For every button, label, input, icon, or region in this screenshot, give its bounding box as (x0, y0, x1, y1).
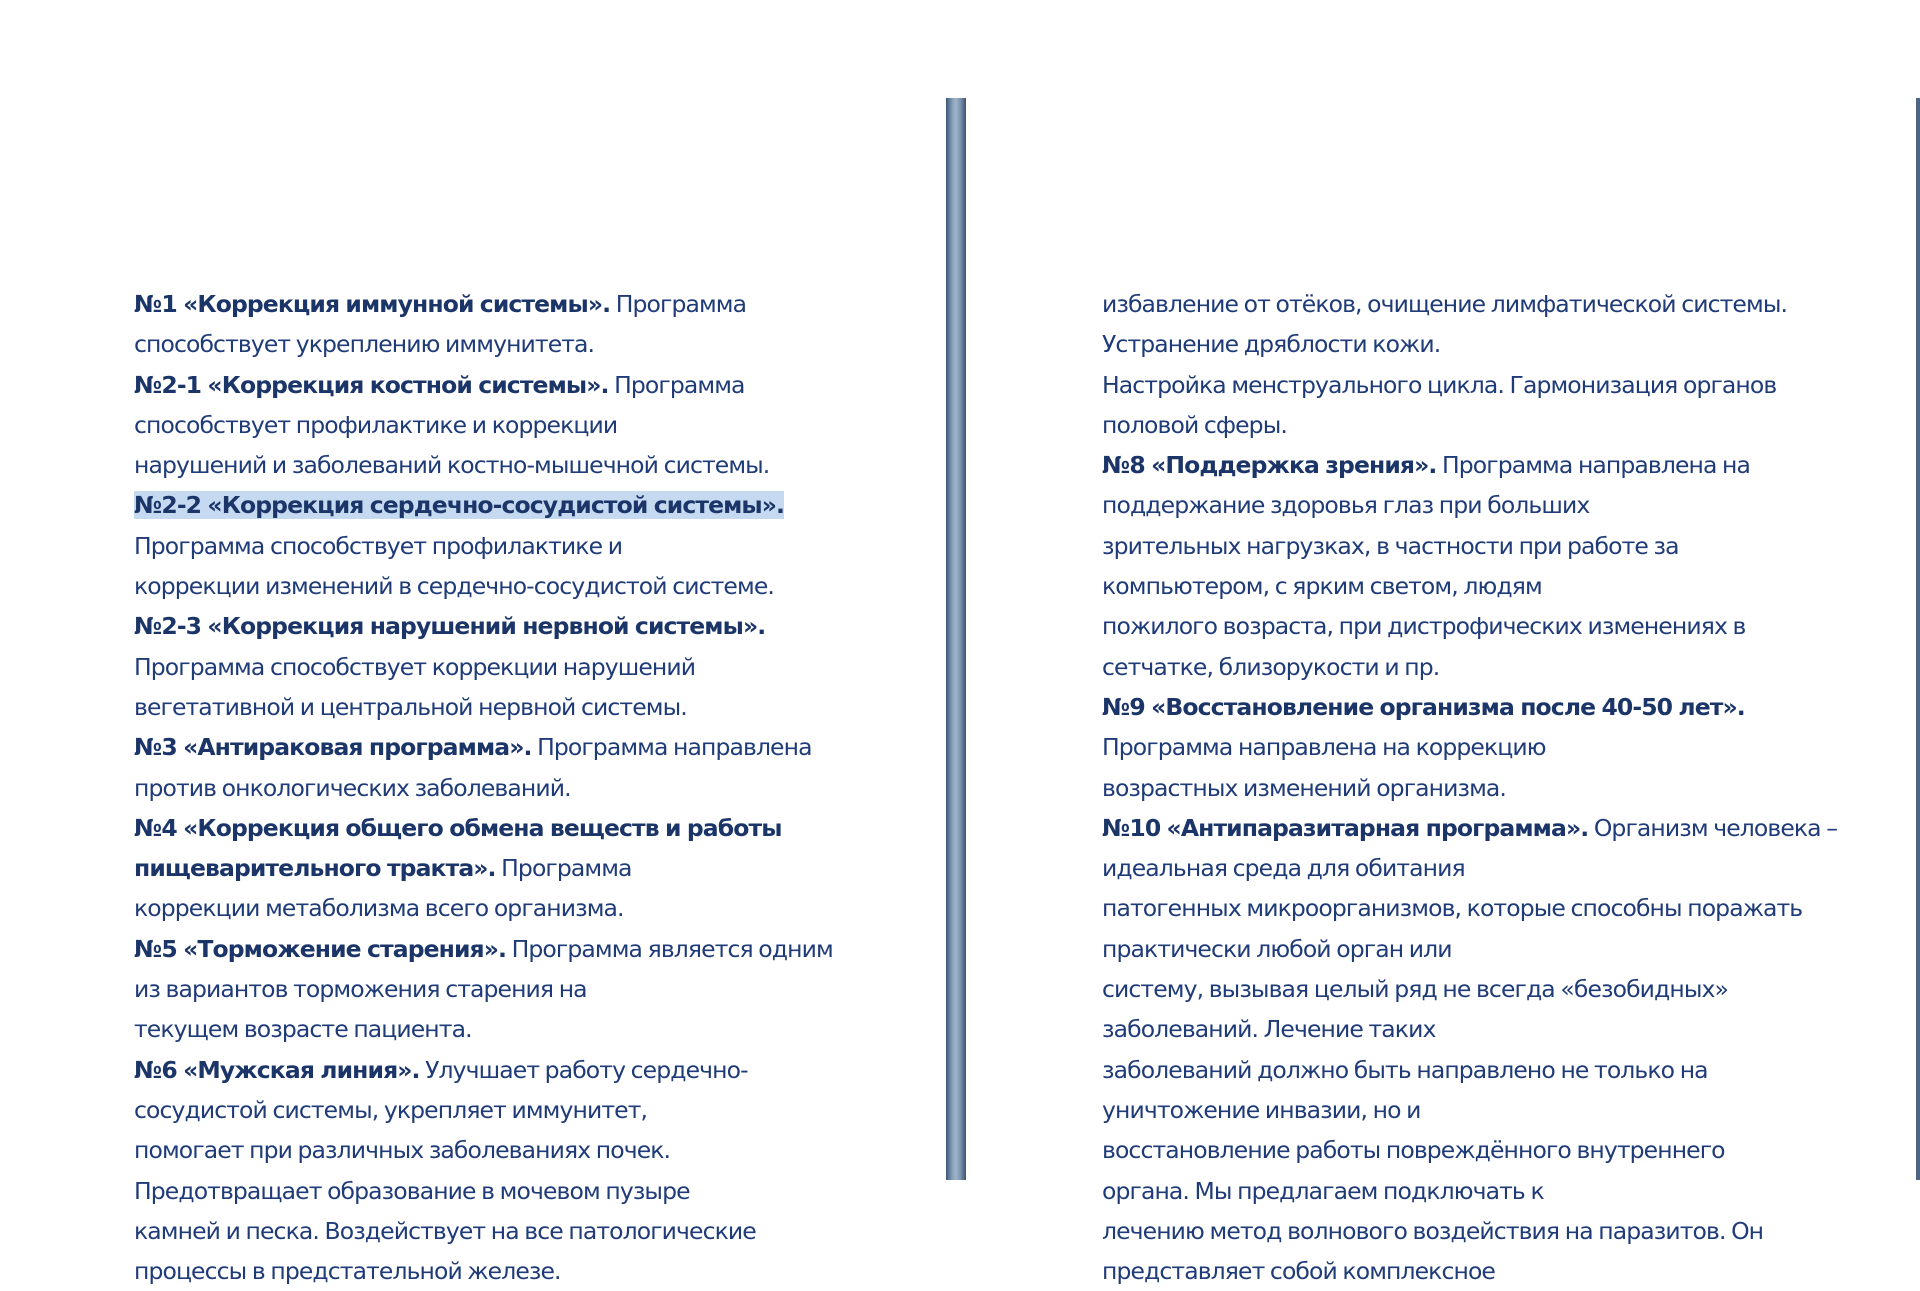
text-line (134, 969, 894, 1009)
body-text[interactable]: уничтожение инвазии, но и (1102, 1095, 1421, 1124)
body-text[interactable]: сосудистой системы, укрепляет иммунитет, (134, 1095, 648, 1124)
text-line (1102, 1211, 1902, 1251)
body-text[interactable]: Улучшает работу сердечно- (419, 1055, 748, 1084)
page-gutter (946, 98, 966, 1180)
heading-text[interactable]: №10 «Антипаразитарная программа». (1102, 813, 1589, 842)
right-column (1102, 284, 1902, 1291)
body-text[interactable]: систему, вызывая целый ряд не всегда «безобидных» (1102, 975, 1728, 1004)
body-text[interactable]: Устранение дряблости кожи. (1102, 330, 1441, 359)
text-line (1102, 647, 1902, 687)
body-text[interactable]: поддержание здоровья глаз при больших (1102, 491, 1590, 520)
text-line (134, 1171, 894, 1211)
body-text[interactable]: компьютером, с ярким светом, людям (1102, 572, 1542, 601)
text-line (1102, 566, 1902, 606)
text-line (134, 1050, 894, 1090)
body-text[interactable]: практически любой орган или (1102, 934, 1452, 963)
text-line (1102, 768, 1902, 808)
body-text[interactable]: пожилого возраста, при дистрофических изменениях в (1102, 612, 1746, 641)
body-text[interactable]: Предотвращает образование в мочевом пузыре (134, 1176, 690, 1205)
body-text[interactable]: Программа (608, 370, 745, 399)
text-line (1102, 405, 1902, 445)
text-line (1102, 1009, 1902, 1049)
body-text[interactable]: коррекции изменений в сердечно-сосудистой системе. (134, 572, 774, 601)
body-text[interactable]: заболеваний должно быть направлено не только на (1102, 1055, 1708, 1084)
text-line (1102, 1130, 1902, 1170)
text-line (134, 1009, 894, 1049)
body-text[interactable]: Организм человека – (1588, 813, 1838, 842)
body-text[interactable]: заболеваний. Лечение таких (1102, 1015, 1436, 1044)
text-line (1102, 526, 1902, 566)
body-text[interactable]: вегетативной и центральной нервной системы. (134, 692, 687, 721)
body-text[interactable]: Программа направлена на коррекцию (1102, 733, 1546, 762)
body-text[interactable]: Программа способствует коррекции нарушений (134, 652, 696, 681)
body-text[interactable]: идеальная среда для обитания (1102, 854, 1465, 883)
heading-text[interactable]: №9 «Восстановление организма после 40-50 лет». (1102, 692, 1745, 721)
body-text[interactable]: Настройка менструального цикла. Гармонизация органов (1102, 370, 1777, 399)
text-line (1102, 1251, 1902, 1291)
heading-text[interactable]: пищеварительного тракта». (134, 854, 496, 883)
text-line (1102, 485, 1902, 525)
body-text[interactable]: возрастных изменений организма. (1102, 773, 1506, 802)
heading-text[interactable]: №8 «Поддержка зрения». (1102, 451, 1437, 480)
text-line (134, 687, 894, 727)
text-line (1102, 1090, 1902, 1130)
text-line (134, 1211, 894, 1251)
text-line (1102, 687, 1902, 727)
body-text[interactable]: нарушений и заболеваний костно-мышечной системы. (134, 451, 770, 480)
text-line (134, 727, 894, 767)
text-line (1102, 606, 1902, 646)
body-text[interactable]: способствует укреплению иммунитета. (134, 330, 595, 359)
text-line (134, 405, 894, 445)
body-text[interactable]: сетчатке, близорукости и пр. (1102, 652, 1440, 681)
text-line (134, 365, 894, 405)
body-text[interactable]: зрительных нагрузках, в частности при работе за (1102, 531, 1679, 560)
text-line (1102, 848, 1902, 888)
text-line (1102, 284, 1902, 324)
body-text[interactable]: помогает при различных заболеваниях почек. (134, 1136, 671, 1165)
text-line (134, 1130, 894, 1170)
text-line (1102, 1171, 1902, 1211)
text-line (134, 324, 894, 364)
body-text[interactable]: против онкологических заболеваний. (134, 773, 571, 802)
text-line (1102, 888, 1902, 928)
text-line (1102, 324, 1902, 364)
body-text[interactable]: органа. Мы предлагаем подключать к (1102, 1176, 1544, 1205)
text-line (134, 888, 894, 928)
text-line (134, 808, 894, 848)
selected-text[interactable]: №2-2 «Коррекция сердечно-сосудистой системы». (134, 491, 785, 520)
text-line (134, 929, 894, 969)
body-text[interactable]: лечению метод волнового воздействия на паразитов. Он (1102, 1216, 1764, 1245)
text-line (134, 768, 894, 808)
body-text[interactable]: восстановление работы повреждённого внутреннего (1102, 1136, 1725, 1165)
body-text[interactable]: процессы в предстательной железе. (134, 1257, 561, 1286)
body-text[interactable]: патогенных микроорганизмов, которые способны поражать (1102, 894, 1803, 923)
body-text[interactable]: представляет собой комплексное (1102, 1257, 1495, 1286)
heading-text[interactable]: №3 «Антираковая программа». (134, 733, 532, 762)
body-text[interactable]: Программа (495, 854, 632, 883)
body-text[interactable]: Программа (610, 290, 747, 318)
left-column (134, 284, 894, 1291)
text-line (1102, 365, 1902, 405)
text-line (134, 526, 894, 566)
body-text[interactable]: Программа способствует профилактике и (134, 531, 623, 560)
body-text[interactable]: половой сферы. (1102, 410, 1287, 439)
body-text[interactable]: коррекции метаболизма всего организма. (134, 894, 624, 923)
text-line (1102, 445, 1902, 485)
left-page (0, 98, 946, 1286)
body-text[interactable]: текущем возрасте пациента. (134, 1015, 472, 1044)
body-text[interactable]: Программа направлена на (1436, 451, 1751, 480)
body-text[interactable]: Программа направлена (531, 733, 812, 762)
heading-text[interactable]: №2-3 «Коррекция нарушений нервной системы». (134, 612, 766, 641)
heading-text[interactable]: №2-1 «Коррекция костной системы». (134, 370, 609, 399)
text-line (1102, 929, 1902, 969)
text-line (1102, 1050, 1902, 1090)
body-text[interactable]: Программа является одним (506, 934, 833, 963)
text-line (134, 606, 894, 646)
body-text[interactable]: камней и песка. Воздействует на все патологические (134, 1216, 756, 1245)
body-text[interactable]: из вариантов торможения старения на (134, 975, 587, 1004)
heading-text[interactable]: №1 «Коррекция иммунной системы». (134, 290, 611, 318)
text-line (134, 284, 894, 324)
text-line (1102, 969, 1902, 1009)
text-line (134, 647, 894, 687)
heading-text[interactable]: №4 «Коррекция общего обмена веществ и работы (134, 813, 782, 842)
heading-text[interactable]: №6 «Мужская линия». (134, 1055, 420, 1084)
heading-text[interactable]: №5 «Торможение старения». (134, 934, 507, 963)
text-line (134, 1090, 894, 1130)
text-line (134, 566, 894, 606)
text-line (134, 848, 894, 888)
right-page (966, 98, 1920, 1286)
text-line (1102, 727, 1902, 767)
text-line (134, 445, 894, 485)
text-line (134, 1251, 894, 1291)
right-page-edge (1916, 98, 1920, 1180)
body-text[interactable]: избавление от отёков, очищение лимфатической системы. (1102, 290, 1788, 318)
text-line (134, 485, 894, 525)
body-text[interactable]: способствует профилактике и коррекции (134, 410, 618, 439)
text-line (1102, 808, 1902, 848)
